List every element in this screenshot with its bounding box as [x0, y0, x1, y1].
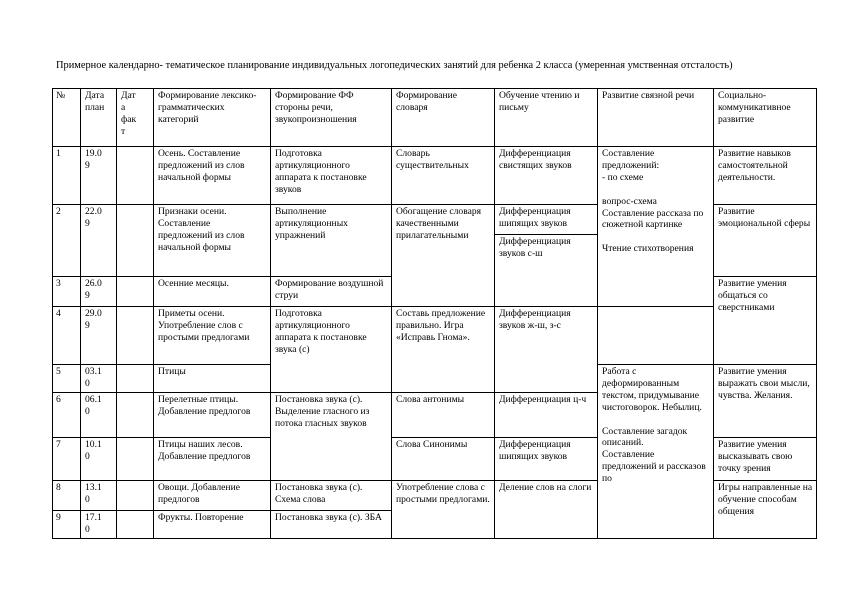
- header-date-plan: Дата план: [81, 89, 117, 147]
- row-lexgram: Приметы осени. Употребление слов с простыми предлогами: [154, 307, 271, 365]
- row-lexgram: Фрукты. Повторение: [154, 511, 271, 539]
- row-date-plan: 26.0 9: [81, 277, 117, 307]
- row-date-plan: 06.1 0: [81, 393, 117, 438]
- row-reading: Дифференциация шипящих звуков: [495, 205, 598, 235]
- row-speech-block-2: Работа с деформированным текстом, придумывание чистоговорок. Небылиц. Составление загадок описаний. Составление предложений и рассказов по: [598, 365, 714, 539]
- row-date-plan: 22.0 9: [81, 205, 117, 277]
- table-row: [53, 307, 817, 365]
- row-vocab: Слова Синонимы: [392, 438, 495, 481]
- row-reading: Деление слов на слоги: [495, 481, 598, 539]
- row-date-fact: [117, 393, 154, 438]
- header-lexgram: Формирование лексико-грамматических категорий: [154, 89, 271, 147]
- row-num: 1: [53, 147, 81, 205]
- row-reading: Дифференциация шипящих звуков: [495, 438, 598, 481]
- row-lexgram: Перелетные птицы. Добавление предлогов: [154, 393, 271, 438]
- header-row: [53, 89, 817, 147]
- row-ff: Подготовка артикуляционного аппарата к постановке звуков: [271, 147, 392, 205]
- header-social: Социально-коммуникативное развитие: [714, 89, 817, 147]
- header-vocab: Формирование словаря: [392, 89, 495, 147]
- row-ff: Постановка звука (с). Выделение гласного из потока гласных звуков: [271, 393, 392, 481]
- row-lexgram: Овощи. Добавление предлогов: [154, 481, 271, 511]
- row-date-plan: 13.1 0: [81, 481, 117, 511]
- row-lexgram: Птицы: [154, 365, 271, 393]
- header-date-fact: Дат а фак т: [117, 89, 154, 147]
- header-reading: Обучение чтению и письму: [495, 89, 598, 147]
- row-speech-block-1: Составление предложений: - по схеме вопрос-схема Составление рассказа по сюжетной картинке Чтение стихотворения: [598, 147, 714, 307]
- row-social: Развитие умения общаться со сверстниками: [714, 277, 817, 365]
- row-lexgram: Птицы наших лесов. Добавление предлогов: [154, 438, 271, 481]
- row-num: 4: [53, 307, 81, 365]
- row-num: 3: [53, 277, 81, 307]
- row-lexgram: Осенние месяцы.: [154, 277, 271, 307]
- row-date-fact: [117, 277, 154, 307]
- row-ff: Постановка звука (с). Схема слова: [271, 481, 392, 511]
- header-num: №: [53, 89, 81, 147]
- row-social: Развитие умения высказывать свою точку зрения: [714, 438, 817, 481]
- row-social: Развитие эмоциональной сферы: [714, 205, 817, 277]
- row-vocab: Употребление слова с простыми предлогами.: [392, 481, 495, 539]
- row-vocab: Обогащение словаря качественными прилагательными: [392, 205, 495, 307]
- row-date-fact: [117, 147, 154, 205]
- row-num: 2: [53, 205, 81, 277]
- row-ff: Формирование воздушной струи: [271, 277, 392, 307]
- row-date-fact: [117, 438, 154, 481]
- row-num: 9: [53, 511, 81, 539]
- row-date-plan: 29.0 9: [81, 307, 117, 365]
- row-reading: Дифференциация ц-ч: [495, 393, 598, 438]
- page-title: Примерное календарно- тематическое планирование индивидуальных логопедических занятий для ребенка 2 класса (умеренная умственная отсталость): [56, 60, 733, 71]
- row-date-fact: [117, 205, 154, 277]
- table-row: [53, 147, 817, 205]
- row-num: 5: [53, 365, 81, 393]
- row-date-plan: 19.0 9: [81, 147, 117, 205]
- row-num: 6: [53, 393, 81, 438]
- row-social: Развитие навыков самостоятельной деятельности.: [714, 147, 817, 205]
- row-ff: Постановка звука (с). ЗБА: [271, 511, 392, 539]
- row-date-plan: 03.1 0: [81, 365, 117, 393]
- header-speech: Развитие связной речи: [598, 89, 714, 147]
- row-date-fact: [117, 481, 154, 511]
- row-vocab: Составь предложение правильно. Игра «Исправь Гнома».: [392, 307, 495, 393]
- row-num: 8: [53, 481, 81, 511]
- row-reading: Дифференциация звуков ж-ш, з-с: [495, 307, 598, 393]
- row-lexgram: Осень. Составление предложений из слов начальной формы: [154, 147, 271, 205]
- row-date-fact: [117, 511, 154, 539]
- row-date-fact: [117, 307, 154, 365]
- row-date-plan: 17.1 0: [81, 511, 117, 539]
- row-social: Игры направленные на обучение способам общения: [714, 481, 817, 539]
- row-ff: Выполнение артикуляционных упражнений: [271, 205, 392, 277]
- planning-table: [52, 88, 817, 539]
- row-social: Развитие умения выражать свои мысли, чувства. Желания.: [714, 365, 817, 438]
- row-num: 7: [53, 438, 81, 481]
- row-date-fact: [117, 365, 154, 393]
- header-ff: Формирование ФФ стороны речи, звукопроизношения: [271, 89, 392, 147]
- row-reading: Дифференциация свистящих звуков: [495, 147, 598, 205]
- row-reading: Дифференциация звуков с-ш: [495, 235, 598, 307]
- row-lexgram: Признаки осени. Составление предложений из слов начальной формы: [154, 205, 271, 277]
- row-date-plan: 10.1 0: [81, 438, 117, 481]
- row-ff: Подготовка артикуляционного аппарата к постановке звука (с): [271, 307, 392, 393]
- row-vocab: Слова антонимы: [392, 393, 495, 438]
- row-vocab: Словарь существительных: [392, 147, 495, 205]
